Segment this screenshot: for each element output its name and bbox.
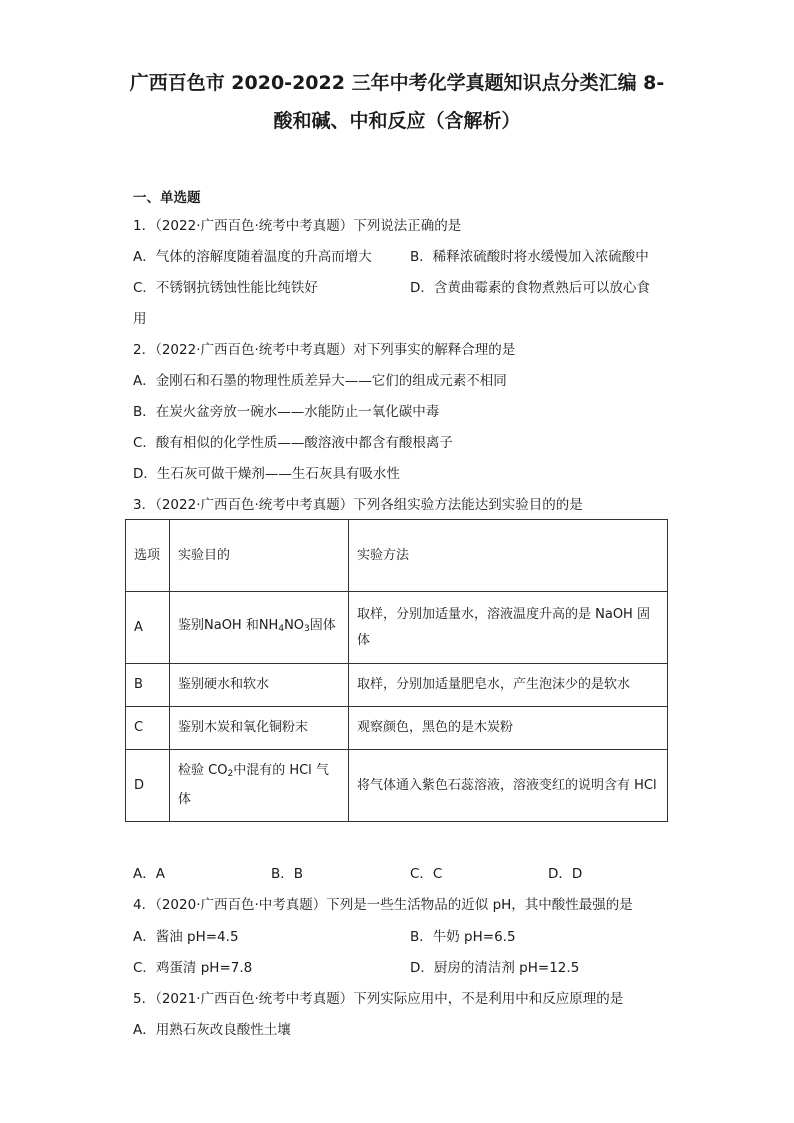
q4-option-d: D．厨房的清洁剂 pH=12.5: [410, 960, 580, 976]
q4-option-a: A．酱油 pH=4.5: [133, 929, 239, 945]
q1-stem: 1．（2022·广西百色·统考中考真题）下列说法正确的是: [133, 218, 462, 234]
row-purpose: 鉴别NaOH 和$NH_4NO_3$固体: [170, 592, 349, 664]
q2-stem: 2．（2022·广西百色·统考中考真题）对下列事实的解释合理的是: [133, 342, 516, 358]
q4-option-c: C．鸡蛋清 pH=7.8: [133, 960, 253, 976]
table-row: [126, 750, 668, 822]
section-heading: 一、单选题: [133, 190, 201, 206]
row-method: 观察颜色，黑色的是木炭粉: [349, 707, 668, 750]
row-method: 将气体通入紫色石蕊溶液，溶液变红的说明含有 HCl: [349, 750, 668, 822]
row-purpose: 检验 $CO_2$中混有的 HCl 气体: [170, 750, 349, 822]
header-purpose: 实验目的: [170, 520, 349, 592]
q3-table: [125, 519, 668, 822]
header-method: 实验方法: [349, 520, 668, 592]
q1-option-d-continued: 用: [133, 311, 147, 327]
table-header-row: [126, 520, 668, 592]
header-option: 选项: [126, 520, 170, 592]
row-option: A: [126, 592, 170, 664]
q3-option-d: D．D: [548, 866, 583, 882]
q5-stem: 5．（2021·广西百色·统考中考真题）下列实际应用中，不是利用中和反应原理的是: [133, 991, 624, 1007]
row-option: D: [126, 750, 170, 822]
row-option: B: [126, 664, 170, 707]
title-line-2: 酸和碱、中和反应（含解析）: [273, 110, 521, 132]
row-method: 取样，分别加适量水，溶液温度升高的是 NaOH 固体: [349, 592, 668, 664]
q4-stem: 4．（2020·广西百色·中考真题）下列是一些生活物品的近似 pH，其中酸性最强的是: [133, 897, 633, 913]
title-line-1: 广西百色市 2020-2022 三年中考化学真题知识点分类汇编 8-: [129, 72, 665, 94]
q1-option-a: A．气体的溶解度随着温度的升高而增大: [133, 249, 372, 265]
row-option: C: [126, 707, 170, 750]
row-purpose: 鉴别木炭和氧化铜粉末: [170, 707, 349, 750]
q3-stem: 3．（2022·广西百色·统考中考真题）下列各组实验方法能达到实验目的的是: [133, 497, 583, 513]
q1-option-d: D．含黄曲霉素的食物煮熟后可以放心食: [410, 280, 650, 296]
q1-option-b: B．稀释浓硫酸时将水缓慢加入浓硫酸中: [410, 249, 649, 265]
table-row: [126, 664, 668, 707]
q3-option-c: C．C: [410, 866, 443, 882]
q2-option-b: B．在炭火盆旁放一碗水——水能防止一氧化碳中毒: [133, 404, 440, 420]
document-title: [100, 64, 694, 140]
q2-option-c: C．酸有相似的化学性质——酸溶液中都含有酸根离子: [133, 435, 453, 451]
q3-option-b: B．B: [271, 866, 304, 882]
row-method: 取样，分别加适量肥皂水，产生泡沫少的是软水: [349, 664, 668, 707]
q5-option-a: A．用熟石灰改良酸性土壤: [133, 1022, 291, 1038]
q4-option-b: B．牛奶 pH=6.5: [410, 929, 516, 945]
row-purpose: 鉴别硬水和软水: [170, 664, 349, 707]
q1-option-c: C．不锈钢抗锈蚀性能比纯铁好: [133, 280, 318, 296]
q2-option-d: D．生石灰可做干燥剂——生石灰具有吸水性: [133, 466, 400, 482]
table-row: [126, 707, 668, 750]
q2-option-a: A．金刚石和石墨的物理性质差异大——它们的组成元素不相同: [133, 373, 507, 389]
q3-option-a: A．A: [133, 866, 165, 882]
table-row: [126, 592, 668, 664]
